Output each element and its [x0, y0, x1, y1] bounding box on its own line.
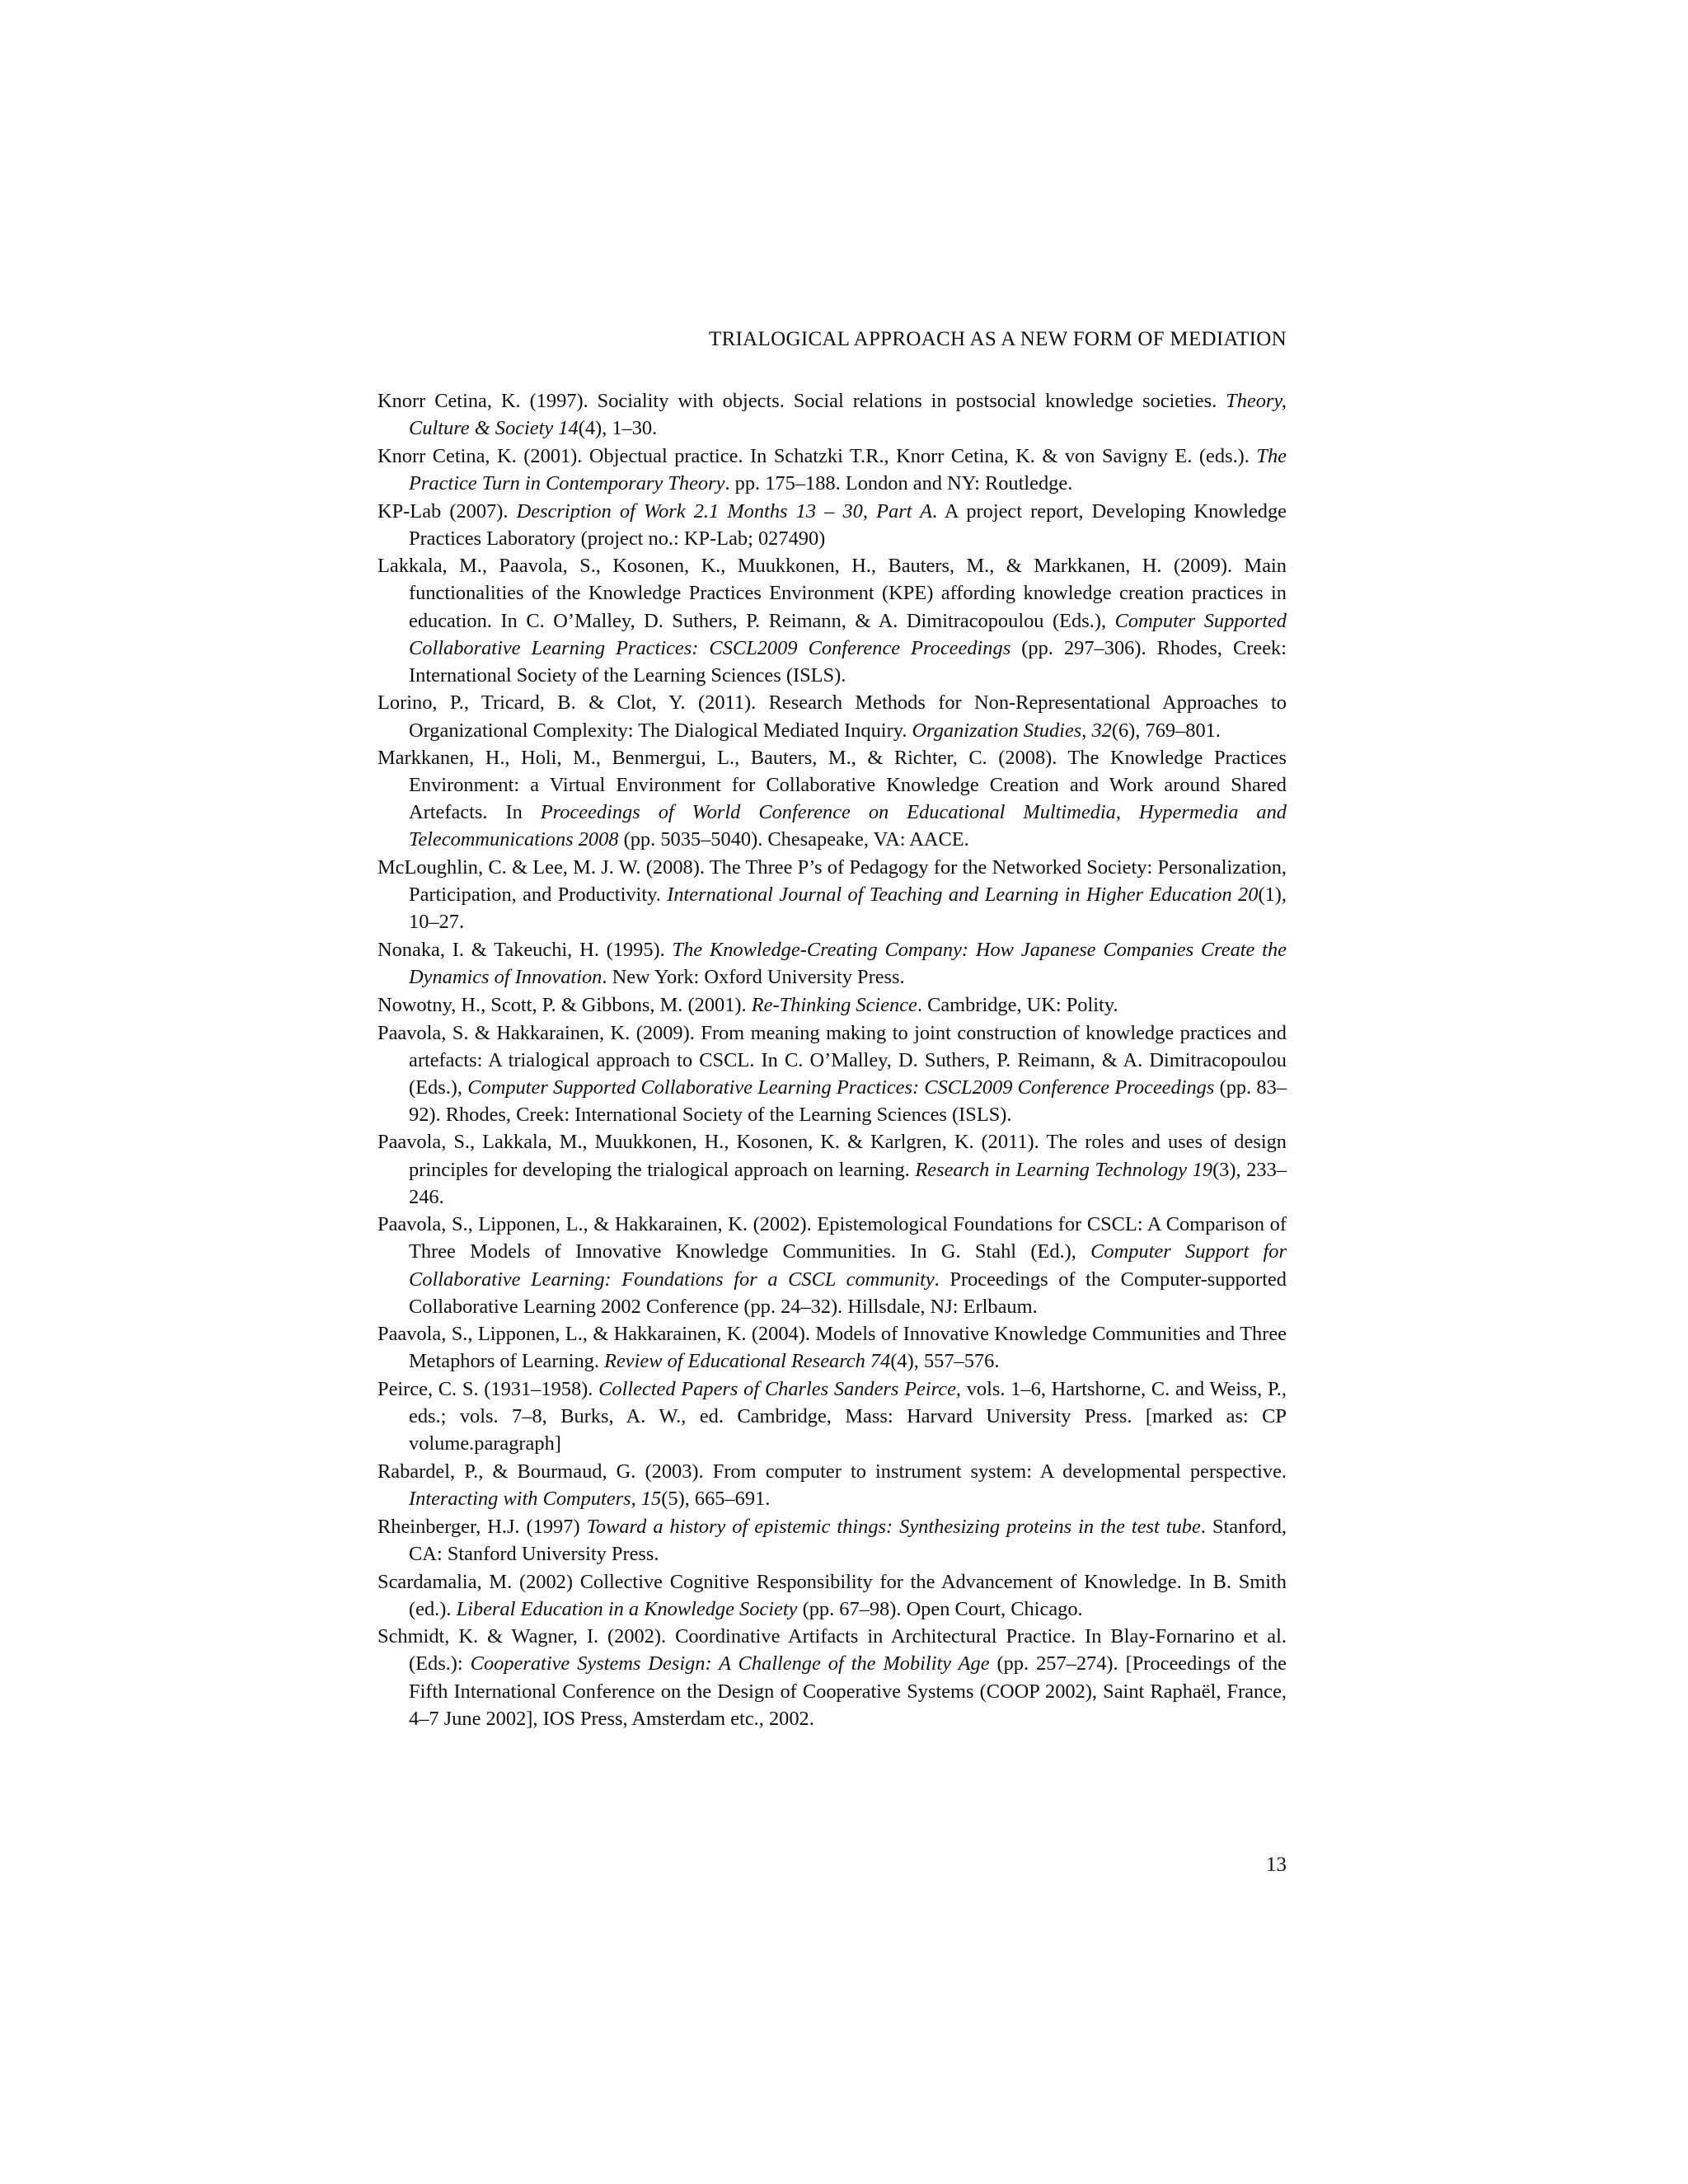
- reference-list: [377, 387, 1287, 1732]
- reference-entry: [377, 1019, 1287, 1128]
- reference-text: (pp. 67–98). Open Court, Chicago.: [797, 1597, 1083, 1620]
- reference-text: Markkanen, H., Holi, M., Benmergui, L., Bauters, M., & Richter, C. (2008). The Knowledge Practices Environment: a Virtual Environment for Collaborative Knowledge Creation and Work around Shared Artefacts. In: [377, 747, 1287, 824]
- reference-entry: [377, 936, 1287, 991]
- reference-title: Research in Learning Technology 19: [915, 1158, 1213, 1181]
- reference-title: Computer Support for Collaborative Learning: Foundations for a CSCL community: [409, 1240, 1287, 1291]
- reference-entry: [377, 498, 1287, 552]
- reference-entry: [377, 552, 1287, 688]
- reference-title: Theory, Culture & Society 14: [409, 390, 1287, 440]
- reference-text: (4), 557–576.: [890, 1350, 1000, 1373]
- reference-text: (6), 769–801.: [1111, 719, 1221, 742]
- reference-text: Nonaka, I. & Takeuchi, H. (1995).: [377, 939, 673, 962]
- reference-text: Lakkala, M., Paavola, S., Kosonen, K., Muukkonen, H., Bauters, M., & Markkanen, H. (2009). Main functionalities of the Knowledge Practices Environment (KPE) affording knowledge creation practices in education. In C. O’Malley, D. Suthers, P. Reimann, & A. Dimitracopoulou (Eds.),: [377, 555, 1287, 632]
- reference-text: (1), 10–27.: [409, 883, 1287, 934]
- reference-title: Toward a history of epistemic things: Synthesizing proteins in the test tube: [586, 1515, 1201, 1538]
- reference-text: (4), 1–30.: [578, 417, 658, 440]
- reference-text: Paavola, S., Lipponen, L., & Hakkarainen, K. (2002). Epistemological Foundations for CSCL: A Comparison of Three Models of Innovative Knowledge Communities. In G. Stahl (Ed.),: [377, 1213, 1287, 1263]
- reference-entry: [377, 1458, 1287, 1512]
- reference-entry: [377, 1128, 1287, 1210]
- reference-title: Re-Thinking Science: [751, 993, 917, 1016]
- reference-text: ,: [631, 1488, 641, 1511]
- reference-text: Nowotny, H., Scott, P. & Gibbons, M. (2001).: [377, 993, 752, 1016]
- reference-title: The Knowledge-Creating Company: How Japanese Companies Create the Dynamics of Innovation: [409, 939, 1287, 989]
- reference-title: Interacting with Computers: [409, 1488, 631, 1511]
- reference-entry: [377, 387, 1287, 442]
- reference-text: (pp. 297–306). Rhodes, Creek: International Society of the Learning Sciences (ISLS).: [409, 636, 1287, 687]
- reference-text: (pp. 5035–5040). Chesapeake, VA: AACE.: [618, 828, 969, 851]
- reference-title: Computer Supported Collaborative Learning Practices: CSCL2009 Conference Proceedings: [467, 1076, 1215, 1099]
- reference-text: Scardamalia, M. (2002) Collective Cognitive Responsibility for the Advancement of Knowledge. In B. Smith (ed.).: [377, 1570, 1287, 1620]
- reference-text: McLoughlin, C. & Lee, M. J. W. (2008). The Three P’s of Pedagogy for the Networked Society: Personalization, Participation, and Productivity.: [377, 856, 1287, 907]
- reference-text: (pp. 83–92). Rhodes, Creek: International Society of the Learning Sciences (ISLS).: [409, 1076, 1287, 1126]
- reference-text: (pp. 257–274). [Proceedings of the Fifth International Conference on the Design of Cooperative Systems (COOP 2002), Saint Raphaël, France, 4–7 June 2002], IOS Press, Amsterdam etc., 2002.: [409, 1652, 1287, 1730]
- reference-entry: [377, 443, 1287, 497]
- reference-title: Liberal Education in a Knowledge Society: [456, 1597, 798, 1620]
- reference-entry: [377, 991, 1287, 1019]
- reference-title: Description of Work 2.1 Months 13 – 30, Part A: [516, 499, 933, 523]
- reference-title: International Journal of Teaching and Learning in Higher Education 20: [667, 883, 1259, 907]
- reference-text: Schmidt, K. & Wagner, I. (2002). Coordinative Artifacts in Architectural Practice. In Blay-Fornarino et al. (Eds.):: [377, 1625, 1287, 1675]
- reference-text: (5), 665–691.: [661, 1488, 771, 1511]
- reference-entry: [377, 1376, 1287, 1457]
- reference-entry: [377, 1568, 1287, 1623]
- reference-entry: [377, 744, 1287, 853]
- reference-text: Paavola, S. & Hakkarainen, K. (2009). From meaning making to joint construction of knowledge practices and artefacts: A trialogical approach to CSCL. In C. O’Malley, D. Suthers, P. Reimann, & A. Dimitracopoulou (Eds.),: [377, 1021, 1287, 1099]
- reference-title: Collected Papers of Charles Sanders Peirce: [598, 1378, 956, 1401]
- running-head: TRIALOGICAL APPROACH AS A NEW FORM OF MEDIATION: [709, 328, 1287, 350]
- reference-text: ,: [1081, 719, 1092, 742]
- reference-title: Proceedings of World Conference on Educational Multimedia, Hypermedia and Telecommunications 2008: [409, 801, 1287, 851]
- reference-title: The Practice Turn in Contemporary Theory: [409, 444, 1287, 494]
- reference-entry: [377, 689, 1287, 743]
- reference-text: (3), 233–246.: [409, 1158, 1287, 1208]
- reference-title: Review of Educational Research 74: [604, 1350, 891, 1373]
- reference-entry: [377, 1211, 1287, 1319]
- reference-text: Paavola, S., Lakkala, M., Muukkonen, H., Kosonen, K. & Karlgren, K. (2011). The roles and uses of design principles for developing the trialogical approach on learning.: [377, 1131, 1287, 1181]
- reference-text: Knorr Cetina, K. (1997). Sociality with objects. Social relations in postsocial knowledge societies.: [377, 390, 1226, 412]
- reference-entry: [377, 1513, 1287, 1568]
- page-number: 13: [1266, 1854, 1287, 1876]
- reference-text: . Proceedings of the Computer-supported Collaborative Learning 2002 Conference (pp. 24–32). Hillsdale, NJ: Erlbaum.: [409, 1268, 1287, 1318]
- reference-text: KP-Lab (2007).: [377, 499, 517, 523]
- reference-entry: [377, 854, 1287, 935]
- reference-text: Knorr Cetina, K. (2001). Objectual practice. In Schatzki T.R., Knorr Cetina, K. & von Savigny E. (eds.).: [377, 444, 1257, 467]
- reference-text: . New York: Oxford University Press.: [602, 966, 905, 989]
- reference-text: . A project report, Developing Knowledge Practices Laboratory (project no.: KP-Lab; 027490): [409, 499, 1287, 550]
- reference-title: Cooperative Systems Design: A Challenge of the Mobility Age: [470, 1652, 990, 1675]
- reference-text: Lorino, P., Tricard, B. & Clot, Y. (2011). Research Methods for Non-Representational Approaches to Organizational Complexity: The Dialogical Mediated Inquiry.: [377, 691, 1287, 742]
- reference-text: . pp. 175–188. London and NY: Routledge.: [724, 471, 1073, 494]
- reference-text: . Cambridge, UK: Polity.: [917, 993, 1118, 1016]
- reference-text: . Stanford, CA: Stanford University Press.: [409, 1515, 1287, 1565]
- reference-title: 32: [1091, 719, 1112, 742]
- reference-entry: [377, 1623, 1287, 1732]
- reference-text: Peirce, C. S. (1931–1958).: [377, 1378, 599, 1401]
- reference-text: Rheinberger, H.J. (1997): [377, 1515, 587, 1538]
- reference-text: , vols. 1–6, Hartshorne, C. and Weiss, P., eds.; vols. 7–8, Burks, A. W., ed. Cambridge, Mass: Harvard University Press. [marked as: CP volume.paragraph]: [409, 1378, 1287, 1455]
- reference-text: Paavola, S., Lipponen, L., & Hakkarainen, K. (2004). Models of Innovative Knowledge Communities and Three Metaphors of Learning.: [377, 1323, 1287, 1373]
- reference-title: Organization Studies: [912, 719, 1082, 742]
- reference-entry: [377, 1320, 1287, 1375]
- reference-text: Rabardel, P., & Bourmaud, G. (2003). From computer to instrument system: A developmental perspective.: [377, 1460, 1287, 1483]
- reference-title: 15: [640, 1488, 662, 1511]
- reference-title: Computer Supported Collaborative Learning Practices: CSCL2009 Conference Proceedings: [409, 609, 1287, 659]
